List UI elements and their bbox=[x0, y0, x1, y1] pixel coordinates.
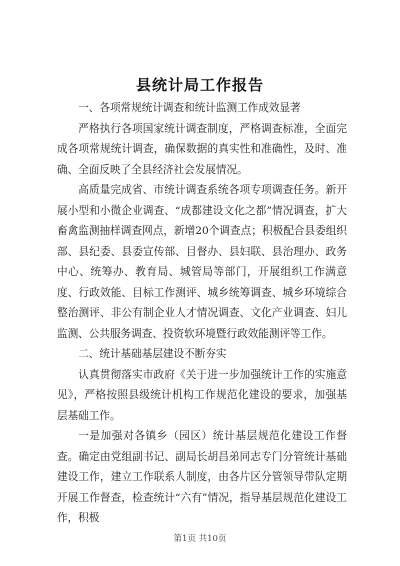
body-paragraph: 认真贯彻落实市政府《关于进一步加强统计工作的实施意见》，严格按照县级统计机构工作规范化建设的要求，加强基层基础工作。 bbox=[57, 368, 347, 422]
document-title: 县统计局工作报告 bbox=[135, 76, 264, 94]
body-paragraph: 一是加强对各镇乡（园区）统计基层规范化建设工作督查。确定由党组副书记、副局长胡昌弟同志专门分管统计基础建设工作，建立工作联系人制度，由各片区分管领导带队定期开展工作督查，检查统计“六有”情况，指导基层规范化建设工作，积极 bbox=[57, 430, 347, 524]
body-paragraph: 严格执行各项国家统计调查制度，严格调查标准，全面完成各项常规统计调查，确保数据的真实性和准确性，及时、准确、全面反映了全县经济社会发展情况。 bbox=[57, 122, 347, 176]
section-heading: 一、各项常规统计调查和统计监测工作成效显著 bbox=[78, 102, 301, 114]
body-paragraph: 高质量完成省、市统计调查系统各项专项调查任务。新开展小型和小微企业调查、“成都建设文化之都”情况调查，扩大畜禽监测抽样调查网点，新增20个调查点；积极配合县委组织部、县纪委、县委宣传部、目督办、县妇联、县治理办、政务中心、统筹办、教育局、城管局等部门，开展组织工作满意度、行政效能、目标工作测评、城乡统筹调查、城乡环境综合整治测评、非公有制企业人才情况调查、文化产业调查、妇儿监测、公共服务调查、投资软环境暨行政效能测评等工作。 bbox=[57, 184, 347, 340]
page-footer: 第1页 共10页 bbox=[173, 534, 227, 544]
section-heading: 二、统计基础基层建设不断夯实 bbox=[78, 348, 227, 360]
document-body bbox=[57, 98, 347, 529]
